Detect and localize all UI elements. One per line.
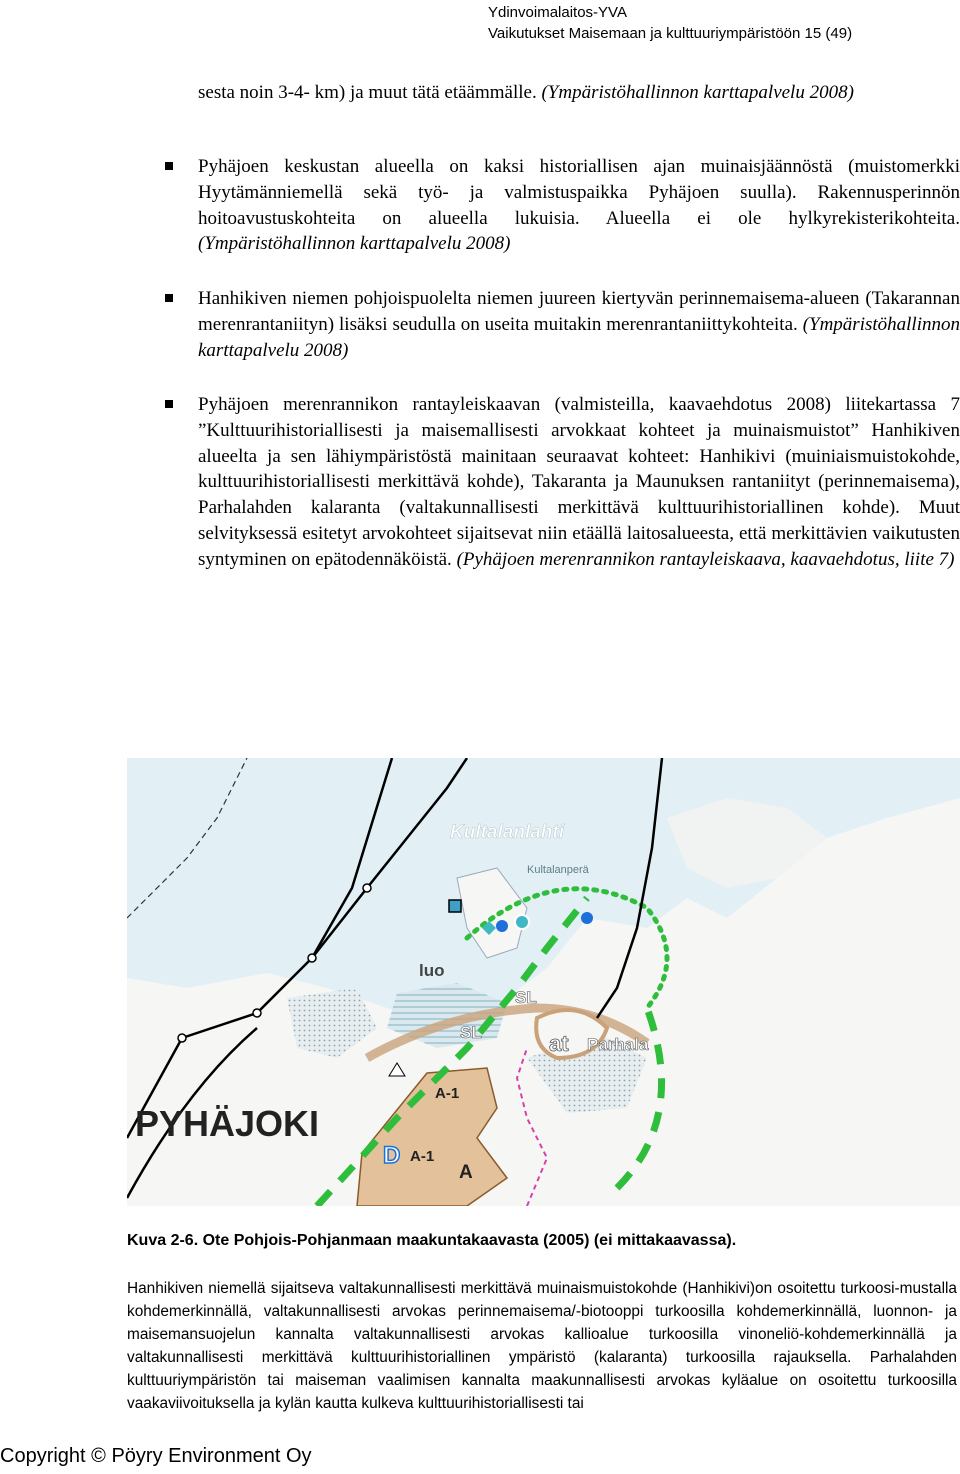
pylon-marker [363,884,371,892]
citation: (Ympäristöhallinnon karttapalvelu 2008) [198,233,511,255]
paragraph-text: Pyhäjoen merenrannikon rantayleiskaavan (valmisteilla, kaavaehdotus 2008) liitekartassa 7 ”Kulttuurihistoriallisesti ja maisemallisesti arvokkaat kohteet ja muinaismuistot” Hanhikiven alueelta ja sen lähiympäristöstä mainitaan seuraavat kohteet: Hanhikivi (muiniaismuistokohde, kulttuurihistoriallisesti merkittävä kohde), Takaranta ja Maunuksen rantaniityt (perinnemaisema), Parhalahden kalaranta (valtakunnallisesti merkittävä kulttuurihistoriallinen kohde). Muut selvityksessä esitetyt arvokohteet sijaitsevat niin etäällä laitosalueesta, että merkittävien vaikutusten syntyminen on epätodennäköistä. [198,394,960,570]
map-label: PYHÄJOKI [135,1103,320,1144]
map-label: Kultalanlahti [450,822,565,843]
map-figure [127,758,960,1206]
pylon-marker [253,1009,261,1017]
paragraph-text: Hanhikiven niemen pohjoispuolelta niemen juureen kiertyvän perinnemaisema-alueen (Takarannan merenrantaniityn) lisäksi seudulla on useita muitakin merenrantaniittykohteita. [198,288,960,335]
map-label: A [459,1162,473,1183]
figure-description: Hanhikiven niemellä sijaitseva valtakunnallisesti merkittävä muinaismuistokohde (Hanhikivi)on osoitettu turkoosi-mustalla kohdemerkinnällä, valtakunnallisesti arvokas perinnemaisema/-biotooppi turkoosilla kohdemerkinnällä, luonnon- ja maisemansuojelun kannalta valtakunnallisesti arvokas kallioalue turkoosilla vinoneliö-kohdemerkinnällä ja valtakunnallisesti merkittävä kulttuurihistoriallinen ympäristö (kalaranta) turkoosilla rajauksella. Parhalahden kulttuuriympäristön tai maiseman vaalimisen kannalta maakunnallisesti arvokas kyläalue on osoitettu turkoosilla vaakaviivoituksella ja kylän kautta kulkeva kulttuurihistoriallisesti tai [127,1280,957,1413]
map-label: SL [460,1023,482,1042]
bullet-marker [165,294,173,302]
citation: (Ympäristöhallinnon karttapalvelu 2008) [541,82,854,103]
paragraph-text: Pyhäjoen keskustan alueella on kaksi historiallisen ajan muinaisjäännöstä (muistomerkki Hyytämänniemellä sekä työ- ja valmistuspaikka Pyhäjoen suulla). Rakennusperinnön hoitoavustuskohteita on alueella lukuisia. Alueella ei ole hylkyrekisterikohteita. [198,156,960,229]
copyright-footer: Copyright © Pöyry Environment Oy [0,1445,312,1467]
heritage-circle-marker [581,912,593,924]
bullet-marker [165,400,173,408]
citation: (Ympäristöhallinnon karttapalvelu 2008) [198,313,960,361]
paragraph-text: sesta noin 3-4- km) ja muut tätä etäämmälle. [198,82,537,103]
map-label: A-1 [435,1085,460,1102]
bullet-paragraph [198,392,960,573]
bullet-paragraph [198,154,960,257]
map-label: luo [419,961,445,980]
map-label: D [383,1142,401,1169]
pylon-marker [308,954,316,962]
bullet-paragraph [198,286,960,363]
bullet-marker [165,162,173,170]
header-subtitle: Vaikutukset Maisemaan ja kulttuuriympäristöön 15 (49) [488,25,853,42]
pylon-marker [178,1034,186,1042]
map-label: Parhala [587,1035,649,1054]
map-label: A-1 [410,1148,435,1165]
figure-caption: Kuva 2-6. Ote Pohjois-Pohjanmaan maakuntakaavasta (2005) (ei mittakaavassa). [127,1232,737,1249]
paragraph-intro [198,80,960,106]
heritage-circle-marker [515,915,529,929]
page-header [488,2,948,44]
map-label: at [549,1031,569,1056]
header-title: Ydinvoimalaitos-YVA [488,4,627,21]
heritage-circle-marker [496,920,508,932]
map-label: Kultalanperä [527,864,589,876]
map-image [127,758,960,1206]
heritage-square-marker [449,900,461,912]
map-label: SL [515,988,537,1007]
citation: (Pyhäjoen merenrannikon rantayleiskaava, kaavaehdotus, liite 7) [456,548,955,570]
